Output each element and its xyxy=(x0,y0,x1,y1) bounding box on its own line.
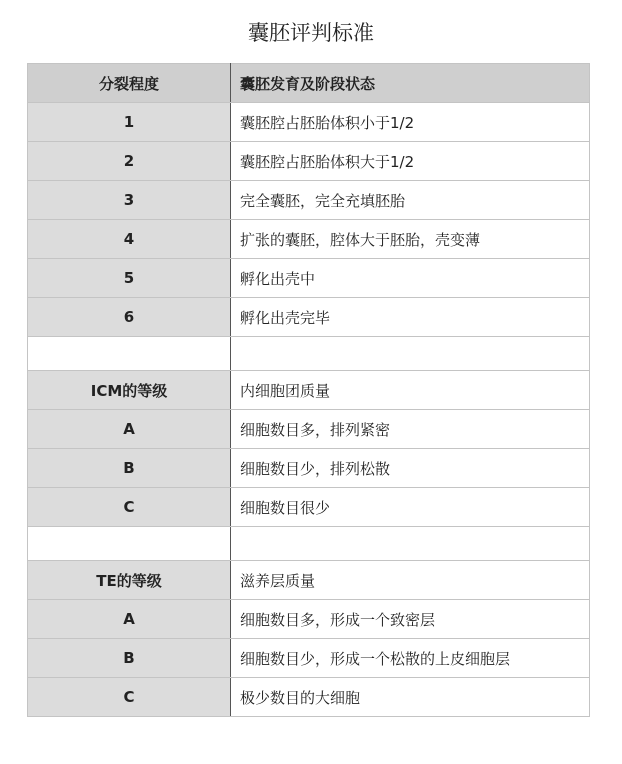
table-row xyxy=(28,298,590,337)
te-section-row xyxy=(28,561,590,600)
grade-cell: 5 xyxy=(28,259,231,298)
description-cell: 囊胚腔占胚胎体积小于1/2 xyxy=(231,103,590,142)
empty-cell xyxy=(28,337,231,371)
blastocyst-grading-table xyxy=(27,63,590,717)
description-cell: 孵化出壳完毕 xyxy=(231,298,590,337)
description-cell: 极少数目的大细胞 xyxy=(231,678,590,717)
description-cell: 囊胚腔占胚胎体积大于1/2 xyxy=(231,142,590,181)
grade-cell: 4 xyxy=(28,220,231,259)
table-row xyxy=(28,259,590,298)
description-cell: 细胞数目多，形成一个致密层 xyxy=(231,600,590,639)
table-row xyxy=(28,181,590,220)
table-row xyxy=(28,103,590,142)
grade-cell: 3 xyxy=(28,181,231,220)
table-header-row xyxy=(28,64,590,103)
grade-cell: B xyxy=(28,449,231,488)
table-row xyxy=(28,639,590,678)
te-section-description: 滋养层质量 xyxy=(231,561,590,600)
table-row xyxy=(28,410,590,449)
description-cell: 扩张的囊胚，腔体大于胚胎，壳变薄 xyxy=(231,220,590,259)
description-cell: 完全囊胚，完全充填胚胎 xyxy=(231,181,590,220)
spacer-row xyxy=(28,337,590,371)
empty-cell xyxy=(28,527,231,561)
table-row xyxy=(28,488,590,527)
table-row xyxy=(28,600,590,639)
grade-cell: 2 xyxy=(28,142,231,181)
spacer-row xyxy=(28,527,590,561)
grade-cell: C xyxy=(28,678,231,717)
table-row xyxy=(28,678,590,717)
icm-section-label: ICM的等级 xyxy=(28,371,231,410)
empty-cell xyxy=(231,527,590,561)
grade-cell: A xyxy=(28,410,231,449)
description-cell: 孵化出壳中 xyxy=(231,259,590,298)
header-expansion-degree: 分裂程度 xyxy=(28,64,231,103)
grade-cell: A xyxy=(28,600,231,639)
grade-cell: 6 xyxy=(28,298,231,337)
grade-cell: C xyxy=(28,488,231,527)
empty-cell xyxy=(231,337,590,371)
description-cell: 细胞数目很少 xyxy=(231,488,590,527)
table-row xyxy=(28,142,590,181)
grade-cell: 1 xyxy=(28,103,231,142)
header-development-stage: 囊胚发育及阶段状态 xyxy=(231,64,590,103)
table-row xyxy=(28,220,590,259)
icm-section-description: 内细胞团质量 xyxy=(231,371,590,410)
description-cell: 细胞数目多，排列紧密 xyxy=(231,410,590,449)
page-title: 囊胚评判标准 xyxy=(248,21,374,45)
description-cell: 细胞数目少，排列松散 xyxy=(231,449,590,488)
icm-section-row xyxy=(28,371,590,410)
grade-cell: B xyxy=(28,639,231,678)
description-cell: 细胞数目少，形成一个松散的上皮细胞层 xyxy=(231,639,590,678)
te-section-label: TE的等级 xyxy=(28,561,231,600)
table-row xyxy=(28,449,590,488)
